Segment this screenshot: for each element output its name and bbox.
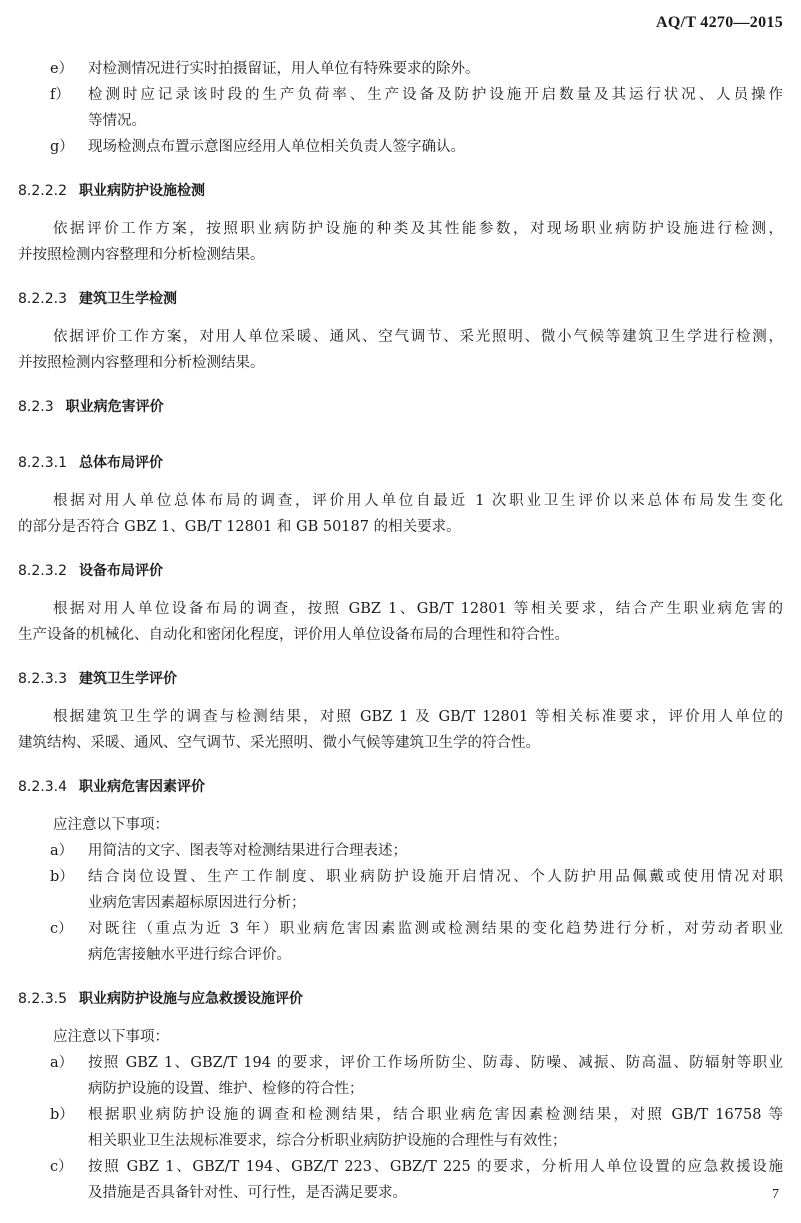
list-item-line: [18, 942, 783, 968]
section-title: 职业病防护设施与应急救援设施评价: [78, 991, 303, 1007]
section-title: 总体布局评价: [78, 455, 163, 471]
line-text: 按照 GBZ 1、GBZ/T 194、GBZ/T 223、GBZ/T 225 的要求，分析用人单位设置的应急救援设施: [88, 1159, 783, 1175]
paragraph-line: [18, 350, 783, 376]
line-text: 相关职业卫生法规标准要求，综合分析职业病防护设施的合理性与有效性；: [88, 1133, 567, 1149]
section-number: 8.2.3: [18, 399, 54, 415]
paragraph-line: [18, 514, 783, 540]
section-heading: [18, 178, 783, 204]
paragraph-line: [18, 216, 783, 242]
list-marker: f）: [50, 87, 70, 103]
document-body: [18, 56, 783, 1206]
list-item-line: [18, 134, 783, 160]
paragraph-line: [18, 1024, 783, 1050]
line-text: 应注意以下事项：: [53, 1029, 169, 1045]
page-number: 7: [772, 1187, 779, 1202]
list-item-line: [18, 916, 783, 942]
line-text: 等情况。: [88, 113, 146, 129]
section-title: 设备布局评价: [78, 563, 163, 579]
document-code: AQ/T 4270—2015: [655, 14, 783, 31]
section-heading: [18, 558, 783, 584]
list-marker: b）: [50, 1107, 74, 1123]
section-heading: [18, 666, 783, 692]
spacer: [18, 160, 783, 168]
line-text: 生产设备的机械化、自动化和密闭化程度，评价用人单位设备布局的合理性和符合性。: [18, 627, 569, 643]
paragraph-line: [18, 324, 783, 350]
list-marker: g）: [50, 139, 74, 155]
line-text: 并按照检测内容整理和分析检测结果。: [18, 247, 265, 263]
line-text: 根据对用人单位总体布局的调查，评价用人单位自最近 1 次职业卫生评价以来总体布局发生变化: [53, 493, 783, 509]
section-title: 职业病危害因素评价: [78, 779, 205, 795]
section-heading: [18, 774, 783, 800]
line-text: 对既往（重点为近 3 年）职业病危害因素监测或检测结果的变化趋势进行分析，对劳动者职业: [88, 921, 783, 937]
list-item-line: [18, 82, 783, 108]
list-marker: a）: [50, 843, 74, 859]
line-text: 建筑结构、采暖、通风、空气调节、采光照明、微小气候等建筑卫生学的符合性。: [18, 735, 540, 751]
line-text: 根据职业病防护设施的调查和检测结果，结合职业病危害因素检测结果，对照 GB/T 16758 等: [88, 1107, 783, 1123]
line-text: 用简洁的文字、图表等对检测结果进行合理表述；: [88, 843, 407, 859]
section-heading: [18, 450, 783, 476]
paragraph-line: [18, 704, 783, 730]
line-text: 根据对用人单位设备布局的调查，按照 GBZ 1、GB/T 12801 等相关要求，结合产生职业病危害的: [53, 601, 783, 617]
section-number: 8.2.2.2: [18, 183, 67, 199]
line-text: 并按照检测内容整理和分析检测结果。: [18, 355, 265, 371]
section-number: 8.2.3.1: [18, 455, 67, 471]
line-text: 业病危害因素超标原因进行分析；: [88, 895, 306, 911]
section-heading: [18, 394, 783, 420]
line-text: 病防护设施的设置、维护、检修的符合性；: [88, 1081, 364, 1097]
list-marker: c）: [50, 1159, 73, 1175]
section-number: 8.2.3.5: [18, 991, 67, 1007]
section-number: 8.2.3.2: [18, 563, 67, 579]
list-item-line: [18, 1128, 783, 1154]
section-heading: [18, 986, 783, 1012]
line-text: 及措施是否具备针对性、可行性，是否满足要求。: [88, 1185, 407, 1201]
section-heading: [18, 286, 783, 312]
line-text: 结合岗位设置、生产工作制度、职业病防护设施开启情况、个人防护用品佩戴或使用情况对职: [88, 869, 783, 885]
spacer: [18, 756, 783, 764]
section-number: 8.2.3.4: [18, 779, 67, 795]
paragraph-line: [18, 488, 783, 514]
list-item-line: [18, 1076, 783, 1102]
list-marker: e）: [50, 61, 74, 77]
line-text: 依据评价工作方案，对用人单位采暖、通风、空气调节、采光照明、微小气候等建筑卫生学进行检测，: [53, 329, 783, 345]
line-text: 依据评价工作方案，按照职业病防护设施的种类及其性能参数，对现场职业病防护设施进行检测，: [53, 221, 783, 237]
list-item-line: [18, 838, 783, 864]
list-marker: b）: [50, 869, 74, 885]
line-text: 病危害接触水平进行综合评价。: [88, 947, 291, 963]
list-item-line: [18, 890, 783, 916]
list-item-line: [18, 1102, 783, 1128]
spacer: [18, 648, 783, 656]
paragraph-line: [18, 730, 783, 756]
list-item-line: [18, 1154, 783, 1180]
list-item-line: [18, 56, 783, 82]
list-item-line: [18, 1180, 783, 1206]
section-number: 8.2.2.3: [18, 291, 67, 307]
paragraph-line: [18, 812, 783, 838]
paragraph-line: [18, 242, 783, 268]
spacer: [18, 376, 783, 384]
section-number: 8.2.3.3: [18, 671, 67, 687]
spacer: [18, 540, 783, 548]
paragraph-line: [18, 596, 783, 622]
spacer: [18, 268, 783, 276]
line-text: 检测时应记录该时段的生产负荷率、生产设备及防护设施开启数量及其运行状况、人员操作: [88, 87, 783, 103]
spacer: [18, 968, 783, 976]
list-item-line: [18, 864, 783, 890]
line-text: 按照 GBZ 1、GBZ/T 194 的要求，评价工作场所防尘、防毒、防噪、减振、防高温、防辐射等职业: [88, 1055, 783, 1071]
line-text: 的部分是否符合 GBZ 1、GB/T 12801 和 GB 50187 的相关要求。: [18, 519, 461, 535]
section-title: 建筑卫生学评价: [78, 671, 177, 687]
list-marker: c）: [50, 921, 73, 937]
line-text: 应注意以下事项：: [53, 817, 169, 833]
line-text: 现场检测点布置示意图应经用人单位相关负责人签字确认。: [88, 139, 465, 155]
list-item-line: [18, 1050, 783, 1076]
section-title: 职业病危害评价: [65, 399, 164, 415]
paragraph-line: [18, 622, 783, 648]
list-item-line: [18, 108, 783, 134]
section-title: 建筑卫生学检测: [78, 291, 177, 307]
line-text: 根据建筑卫生学的调查与检测结果，对照 GBZ 1 及 GB/T 12801 等相关标准要求，评价用人单位的: [53, 709, 783, 725]
list-marker: a）: [50, 1055, 74, 1071]
section-title: 职业病防护设施检测: [78, 183, 205, 199]
line-text: 对检测情况进行实时拍摄留证，用人单位有特殊要求的除外。: [88, 61, 480, 77]
spacer: [18, 432, 783, 440]
